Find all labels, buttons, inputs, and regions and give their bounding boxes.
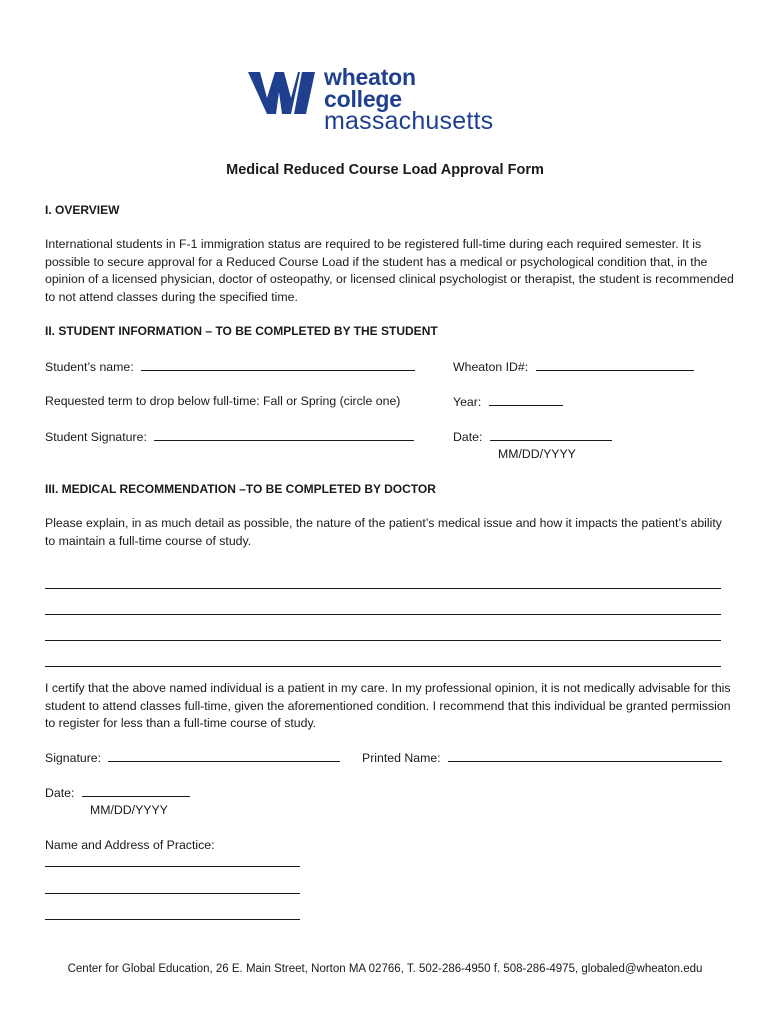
student-date-format: MM/DD/YYYY bbox=[498, 447, 576, 461]
printed-name-label: Printed Name: bbox=[362, 751, 441, 765]
wheaton-id-field[interactable] bbox=[536, 358, 694, 371]
student-signature-field[interactable] bbox=[154, 428, 414, 441]
doctor-signature-row bbox=[45, 749, 340, 766]
student-name-field[interactable] bbox=[141, 358, 415, 371]
student-date-label: Date: bbox=[453, 430, 483, 444]
doctor-signature-label: Signature: bbox=[45, 751, 102, 765]
doctor-date-format: MM/DD/YYYY bbox=[90, 803, 168, 817]
explanation-line-1[interactable] bbox=[45, 588, 721, 589]
student-name-label: Student’s name: bbox=[45, 360, 134, 374]
wheaton-w-mark-icon bbox=[248, 72, 318, 114]
medical-prompt: Please explain, in as much detail as possible, the nature of the patient’s medical issue and how it impacts the patient’s ability to maintain a full-time course of study. bbox=[45, 516, 722, 548]
medical-heading: III. MEDICAL RECOMMENDATION –TO BE COMPLETED BY DOCTOR bbox=[45, 482, 436, 496]
student-date-row bbox=[453, 428, 612, 445]
practice-line-2[interactable] bbox=[45, 893, 300, 894]
form-title: Medical Reduced Course Load Approval Form bbox=[226, 162, 544, 178]
student-name-row bbox=[45, 358, 415, 375]
logo-line-1: wheaton bbox=[324, 64, 416, 90]
student-signature-row bbox=[45, 428, 414, 445]
requested-term-label: Requested term to drop below full-time: Fall or Spring (circle one) bbox=[45, 394, 401, 408]
wheaton-college-logo bbox=[248, 66, 528, 140]
student-signature-label: Student Signature: bbox=[45, 430, 147, 444]
printed-name-row bbox=[362, 749, 722, 766]
doctor-date-field[interactable] bbox=[82, 784, 190, 797]
practice-line-1[interactable] bbox=[45, 866, 300, 867]
student-info-heading: II. STUDENT INFORMATION – TO BE COMPLETED BY THE STUDENT bbox=[45, 324, 438, 338]
logo-wordmark bbox=[324, 64, 494, 135]
overview-heading: I. OVERVIEW bbox=[45, 203, 120, 217]
certification-text: I certify that the above named individual is a patient in my care. In my professional opinion, it is not medically advisable for this student to attend classes full-time, given the aforementioned condition. I recommend that this individual be granted permission to register for less than a full-time course of study. bbox=[45, 681, 731, 730]
year-row bbox=[453, 393, 563, 410]
printed-name-field[interactable] bbox=[448, 749, 722, 762]
explanation-line-2[interactable] bbox=[45, 614, 721, 615]
doctor-date-row bbox=[45, 784, 190, 801]
logo-line-3: massachusetts bbox=[324, 107, 494, 135]
doctor-date-label: Date: bbox=[45, 786, 75, 800]
year-field[interactable] bbox=[489, 393, 563, 406]
year-label: Year: bbox=[453, 395, 482, 409]
wheaton-id-row bbox=[453, 358, 694, 375]
footer-contact: Center for Global Education, 26 E. Main Street, Norton MA 02766, T. 502-286-4950 f. 508-286-4975, globaled@wheaton.edu bbox=[67, 963, 703, 975]
logo-line-2: college bbox=[324, 86, 402, 112]
student-date-field[interactable] bbox=[490, 428, 612, 441]
wheaton-id-label: Wheaton ID#: bbox=[453, 360, 529, 374]
explanation-line-3[interactable] bbox=[45, 640, 721, 641]
overview-text: International students in F-1 immigration status are required to be registered full-time during each required semester. It is possible to secure approval for a Reduced Course Load if the student has a medical or psychological condition that, in the opinion of a licensed physician, doctor of osteopathy, or licensed clinical psychologist or therapist, the student is recommended to not attend classes during the specified time. bbox=[45, 237, 734, 304]
doctor-signature-field[interactable] bbox=[108, 749, 340, 762]
practice-line-3[interactable] bbox=[45, 919, 300, 920]
practice-label: Name and Address of Practice: bbox=[45, 838, 215, 852]
explanation-line-4[interactable] bbox=[45, 666, 721, 667]
